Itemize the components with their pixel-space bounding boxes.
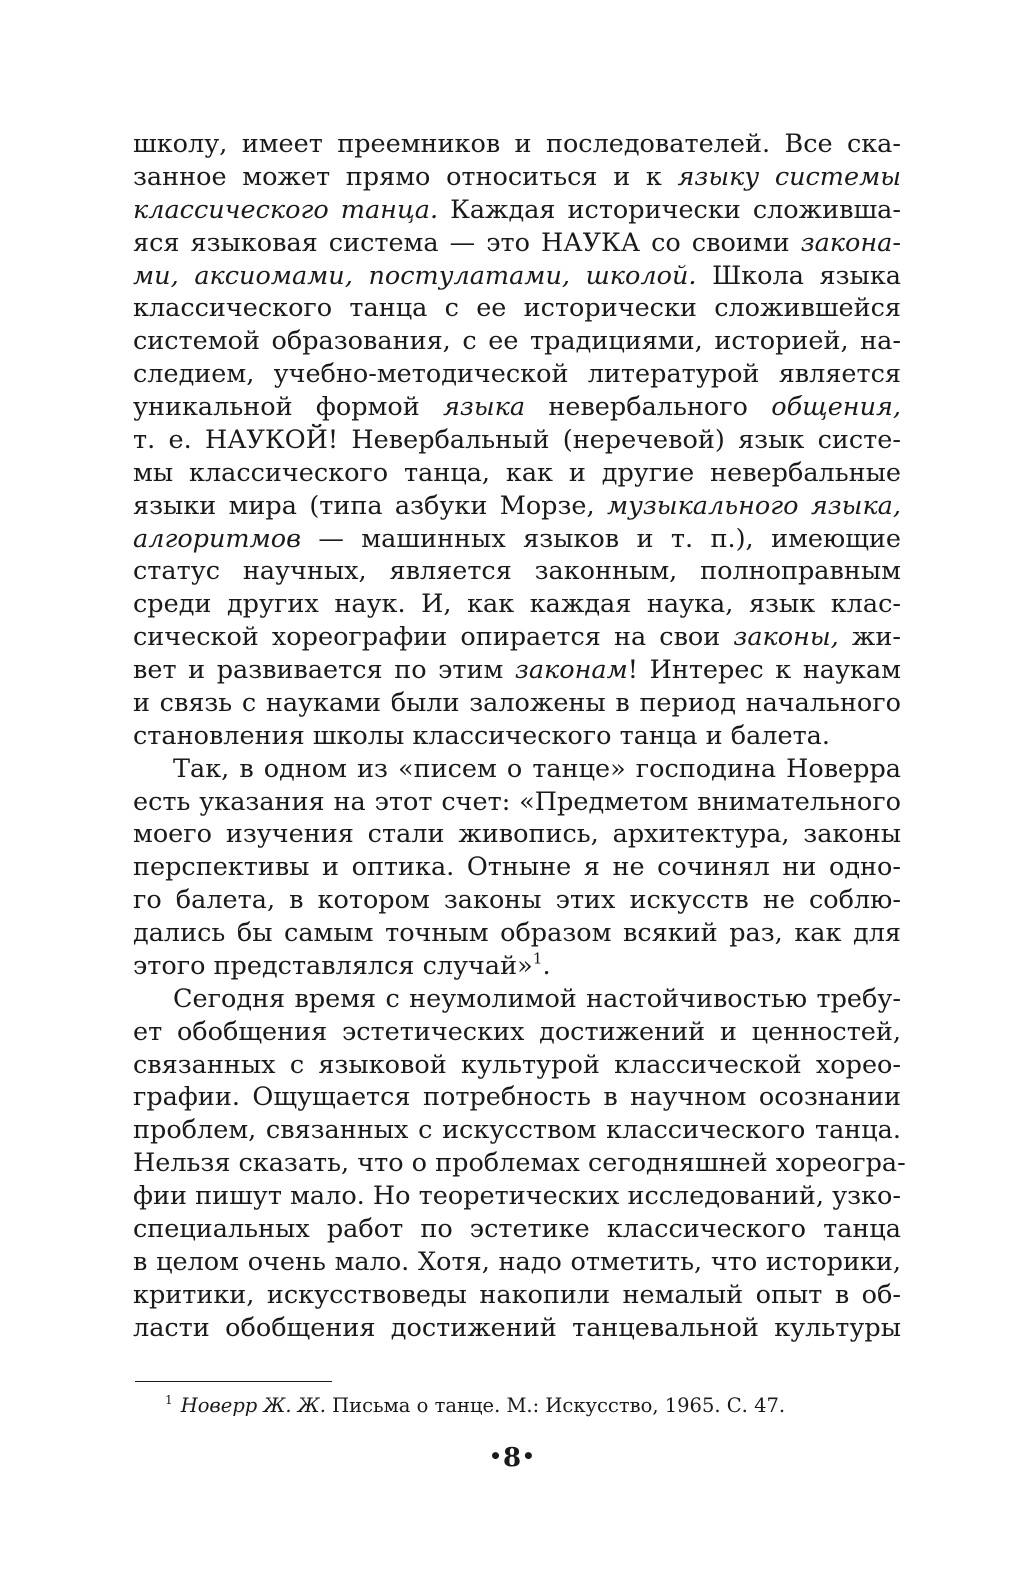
text-run: школу, имеет преемников и последователей. Все ска-	[133, 129, 901, 159]
text-run: ет обобщения эстетических достижений и ценностей,	[133, 1016, 901, 1047]
text-line	[133, 983, 901, 1016]
footnote	[165, 1391, 785, 1421]
text-run: перспективы и оптика. Отныне я не сочинял ни одно-	[133, 852, 901, 883]
footnote-mark: 1	[165, 1393, 173, 1408]
text-run: Нельзя сказать, что о проблемах сегодняшней хореогра-	[133, 1148, 906, 1179]
text-run: уникальной формой	[133, 392, 444, 422]
text-run: критики, искусствоведы накопили немалый опыт в об-	[133, 1279, 901, 1310]
text-run: и связь с науками были заложены в период начального	[133, 687, 901, 718]
text-line	[133, 818, 901, 851]
text-run: в целом очень мало. Хотя, надо отметить, что историки,	[133, 1246, 901, 1277]
page-number	[0, 1436, 1024, 1478]
text-line	[133, 490, 901, 523]
text-run: мы классического танца, как и другие невербальные	[133, 457, 901, 488]
text-run: невербального	[525, 392, 772, 422]
text-run: есть указания на этот счет: «Предметом внимательного	[133, 786, 901, 817]
text-line	[133, 1213, 901, 1246]
text-run: яся языковая система — это НАУКА со своими	[133, 227, 801, 258]
text-line	[133, 1114, 901, 1147]
text-run: занное может прямо относиться и к	[133, 161, 678, 192]
text-line	[133, 161, 901, 194]
text-line	[133, 786, 901, 819]
text-run: Сегодня время с неумолимой настойчивостью требу-	[173, 983, 901, 1014]
text-run: графии. Ощущается потребность в научном осознании	[133, 1082, 901, 1113]
text-line	[133, 753, 901, 786]
text-run: связанных с языковой культурой классической хорео-	[133, 1049, 901, 1080]
text-run: проблем, связанных с искусством классического танца.	[133, 1115, 901, 1146]
text-line	[133, 523, 901, 556]
text-line	[133, 621, 901, 654]
body-text	[133, 128, 906, 1344]
text-run: общения,	[771, 392, 901, 422]
text-run: — машинных языков и т. п.), имеющие	[300, 523, 901, 554]
text-run: т. е. НАУКОЙ! Невербальный (неречевой) язык систе-	[133, 424, 901, 455]
text-run: вет и развивается по этим	[133, 655, 515, 685]
footnote-author: Новерр Ж. Ж.	[180, 1394, 326, 1417]
footnote-ref: 1	[532, 949, 543, 968]
text-run: .	[542, 950, 551, 981]
text-line	[133, 720, 901, 753]
text-run: языки мира (типа азбуки Морзе,	[133, 490, 607, 521]
text-run: музыкального языка,	[606, 490, 901, 521]
text-run: языка	[443, 392, 526, 422]
text-line	[133, 1180, 901, 1213]
text-run: специальных работ по эстетике классического танца	[133, 1213, 901, 1244]
text-line	[133, 1081, 901, 1114]
text-run: фии пишут мало. Но теоретических исследований, узко-	[133, 1181, 901, 1211]
text-run: сической хореографии опирается на свои	[133, 622, 734, 653]
text-line	[133, 588, 901, 621]
text-run: этого представлялся случай»	[133, 950, 533, 981]
text-run: законам	[514, 655, 628, 685]
text-run: классического танца с ее исторически сложившейся	[133, 293, 901, 324]
text-line	[133, 1279, 901, 1312]
text-line	[133, 227, 901, 260]
text-line	[133, 1016, 901, 1049]
text-line	[133, 654, 901, 687]
text-run: ласти обобщения достижений танцевальной культуры	[133, 1312, 901, 1343]
text-run: дались бы самым точным образом всякий раз, как для	[133, 918, 901, 948]
text-line	[133, 325, 901, 358]
text-run: моего изучения стали живопись, архитектура, законы	[133, 819, 901, 850]
text-run: Школа языка	[696, 260, 901, 291]
text-line	[133, 194, 901, 227]
page-number-ornament-right: •	[522, 1444, 535, 1468]
text-line	[133, 687, 901, 720]
text-run: статус научных, является законным, полноправным	[133, 556, 901, 587]
text-run: закона-	[800, 227, 901, 258]
footnote-text: Письма о танце. М.: Искусство, 1965. С. 47.	[325, 1394, 786, 1417]
text-line	[133, 884, 901, 917]
text-line	[133, 457, 901, 490]
text-line	[133, 555, 901, 588]
text-line	[133, 851, 901, 884]
text-run: жи-	[838, 622, 901, 653]
text-line	[133, 1049, 901, 1082]
text-line	[133, 1246, 901, 1279]
text-run: следием, учебно-методической литературой является	[133, 359, 901, 390]
footnote-rule	[135, 1381, 332, 1382]
text-run: го балета, в котором законы этих искусств не соблю-	[133, 885, 901, 916]
text-line	[133, 128, 901, 161]
page-number-value: 8	[502, 1443, 522, 1473]
text-run: алгоритмов	[133, 523, 301, 554]
page-number-ornament-left: •	[489, 1444, 502, 1468]
text-run: ми, аксиомами, постулатами, школой.	[133, 260, 697, 291]
text-line	[133, 950, 901, 983]
text-line	[133, 424, 901, 457]
text-line	[133, 358, 901, 391]
text-line	[133, 260, 901, 293]
text-run: становления школы классического танца и балета.	[133, 720, 830, 751]
text-line	[133, 1312, 901, 1345]
text-line	[133, 292, 901, 325]
text-line	[133, 1147, 906, 1180]
text-line	[133, 391, 901, 424]
text-run: среди других наук. И, как каждая наука, язык клас-	[133, 589, 901, 620]
text-run: Каждая исторически сложивша-	[438, 194, 901, 225]
text-line	[133, 917, 901, 950]
text-run: классического танца.	[133, 194, 439, 225]
text-run: языку системы	[677, 161, 901, 192]
text-run: Так, в одном из «писем о танце» господина Новерра	[173, 753, 901, 784]
text-run: ! Интерес к наукам	[627, 655, 901, 685]
text-run: системой образования, с ее традициями, историей, на-	[133, 326, 901, 357]
text-run: законы,	[733, 622, 839, 653]
